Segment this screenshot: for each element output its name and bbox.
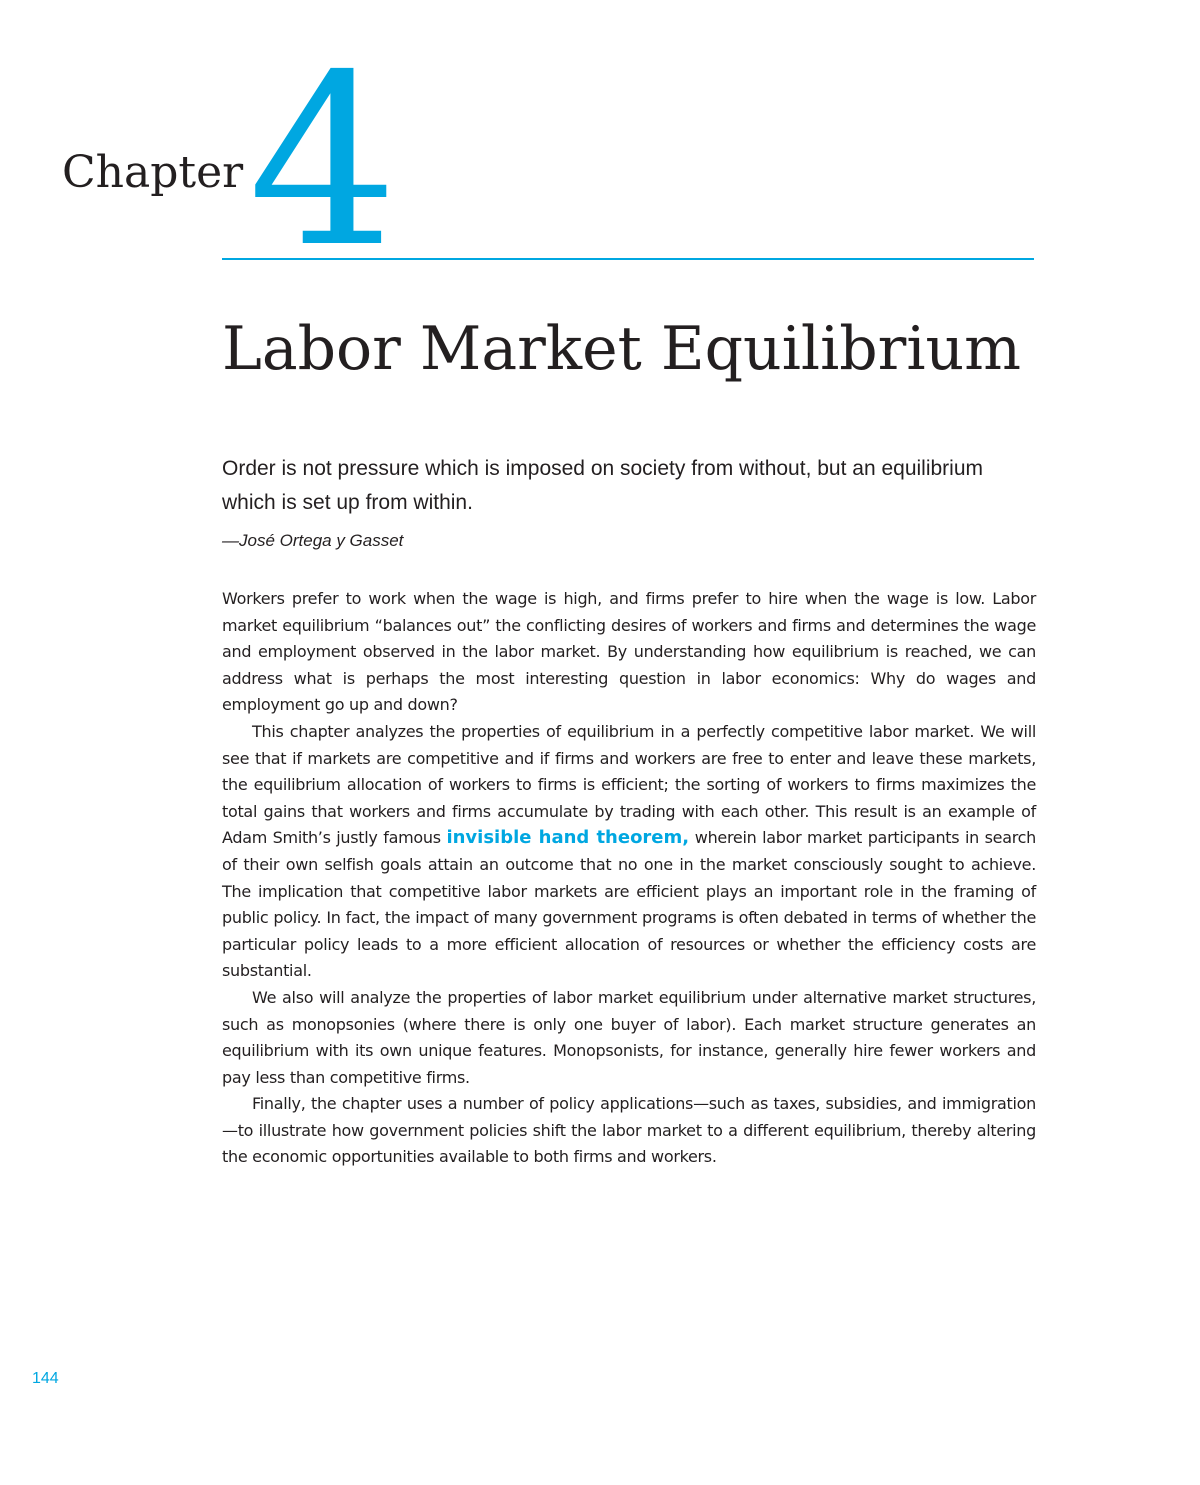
paragraph-2-after: wherein labor market participants in search of their own selfish goals attain an outcome that no one in the market consciously sought to achieve. The implication that competitive labor markets are efficient plays an important role in the framing of public policy. In fact, the impact of many government programs is often debated in terms of whether the particular policy leads to a more efficient allocation of resources or whether the efficiency costs are substantial. xyxy=(222,828,1036,981)
page-number: 144 xyxy=(32,1370,59,1387)
paragraph-3: We also will analyze the properties of labor market equilibrium under alternative market structures, such as monopsonies (where there is only one buyer of labor). Each market structure generates an equilibrium with its own unique features. Monopsonists, for instance, generally hire fewer workers and pay less than competitive firms. xyxy=(222,987,1036,1087)
chapter-label: Chapter xyxy=(62,147,244,198)
paragraph-4: Finally, the chapter uses a number of policy applications—such as taxes, subsidies, and immigration—to illustrate how government policies shift the labor market to a different equilibrium, thereby altering the economic opportunities available to both firms and workers. xyxy=(222,1094,1036,1167)
chapter-title: Labor Market Equilibrium xyxy=(222,314,1022,384)
paragraph-2-before: This chapter analyzes the properties of equilibrium in a perfectly competitive labor market. We will see that if markets are competitive and if firms and workers are free to enter and leave these markets, the equilibrium allocation of workers to firms is efficient; the sorting of workers to firms maximizes the total gains that workers and firms accumulate by trading with each other. This result is an example of Adam Smith’s justly famous xyxy=(222,721,1036,848)
body-text xyxy=(222,586,1036,1171)
key-term-invisible-hand: invisible hand theorem, xyxy=(446,827,690,849)
header-rule xyxy=(222,258,1034,260)
paragraph-2 xyxy=(222,719,1036,985)
paragraph-1: Workers prefer to work when the wage is high, and firms prefer to hire when the wage is low. Labor market equilibrium “balances out” the conflicting desires of workers and firms and determines the wage and employment observed in the labor market. By understanding how equilibrium is reached, we can address what is perhaps the most interesting question in labor economics: Why do wages and employment go up and down? xyxy=(222,589,1036,715)
epigraph-quote: Order is not pressure which is imposed on society from without, but an equilibrium which is set up from within. xyxy=(222,457,984,514)
epigraph-attribution: —José Ortega y Gasset xyxy=(222,531,404,550)
chapter-number: 4 xyxy=(248,24,399,299)
